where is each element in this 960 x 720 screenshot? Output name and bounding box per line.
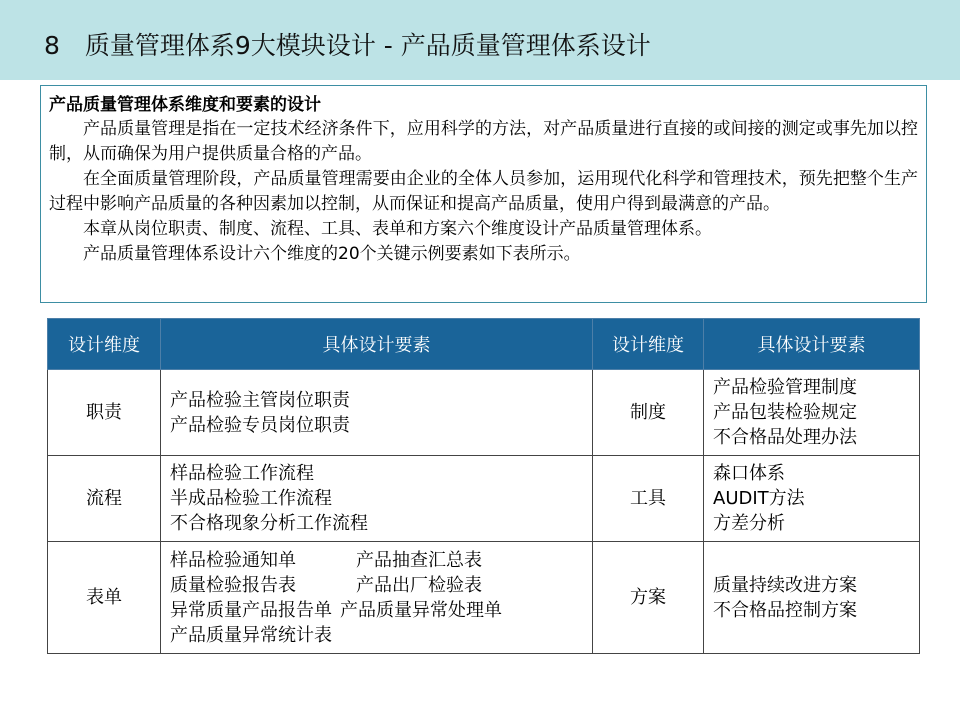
elements-cell: [161, 456, 593, 542]
elements-cell: [161, 370, 593, 456]
element-item: 样品检验工作流程: [170, 463, 314, 484]
element-item: 样品检验通知单: [170, 549, 296, 571]
element-item: 异常质量产品报告单: [170, 599, 332, 621]
header-dimension: 设计维度: [593, 319, 704, 370]
element-item: 产品抽查汇总表: [356, 549, 482, 571]
element-item: 产品检验专员岗位职责: [170, 414, 350, 436]
element-pair: [170, 598, 592, 623]
element-item: 产品质量异常处理单: [340, 599, 502, 621]
element-item: 质量检验报告表: [170, 574, 296, 596]
header-elements: 具体设计要素: [161, 319, 593, 370]
header-elements: 具体设计要素: [704, 319, 920, 370]
header-dimension: 设计维度: [48, 319, 161, 370]
element-item: 产品包装检验规定: [713, 402, 857, 423]
element-item: 不合格现象分析工作流程: [170, 513, 368, 534]
slide-title: 8 质量管理体系9大模块设计 - 产品质量管理体系设计: [44, 31, 651, 60]
element-item: 质量持续改进方案: [713, 574, 857, 596]
table-header-row: [48, 319, 920, 370]
design-elements-table: [47, 318, 920, 654]
dimension-cell: 工具: [593, 456, 704, 542]
element-item: 不合格品控制方案: [713, 599, 857, 621]
table-row: [48, 542, 920, 654]
element-item: 产品质量异常统计表: [170, 624, 332, 646]
element-item: 森口体系: [713, 463, 785, 484]
elements-cell: [704, 370, 920, 456]
element-item: 产品检验管理制度: [713, 377, 857, 398]
dimension-cell: 方案: [593, 542, 704, 654]
intro-paragraph: 产品质量管理体系设计六个维度的20个关键示例要素如下表所示。: [83, 244, 581, 264]
dimension-cell: 表单: [48, 542, 161, 654]
element-item: AUDIT方法: [713, 488, 805, 509]
title-bar: [0, 0, 960, 80]
intro-paragraph: 本章从岗位职责、制度、流程、工具、表单和方案六个维度设计产品质量管理体系。: [83, 219, 712, 239]
intro-box: [40, 85, 927, 303]
dimension-cell: 职责: [48, 370, 161, 456]
element-pair: [170, 548, 592, 573]
element-item: 半成品检验工作流程: [170, 488, 332, 509]
element-pair: [170, 623, 592, 648]
elements-cell: [704, 542, 920, 654]
element-item: 产品检验主管岗位职责: [170, 389, 350, 411]
table-row: [48, 456, 920, 542]
element-item: 方差分析: [713, 513, 785, 534]
intro-heading: 产品质量管理体系维度和要素的设计: [49, 95, 321, 115]
table-row: [48, 370, 920, 456]
element-item: 不合格品处理办法: [713, 427, 857, 448]
element-pair: [170, 573, 592, 598]
element-item: 产品出厂检验表: [356, 574, 482, 596]
dimension-cell: 流程: [48, 456, 161, 542]
intro-paragraph: 产品质量管理是指在一定技术经济条件下，应用科学的方法，对产品质量进行直接的或间接的测定或事先加以控制，从而确保为用户提供质量合格的产品。: [49, 119, 918, 164]
elements-cell: [161, 542, 593, 654]
dimension-cell: 制度: [593, 370, 704, 456]
elements-cell: [704, 456, 920, 542]
intro-paragraph: 在全面质量管理阶段，产品质量管理需要由企业的全体人员参加，运用现代化科学和管理技术，预先把整个生产过程中影响产品质量的各种因素加以控制，从而保证和提高产品质量，使用户得到最满意的产品。: [49, 169, 918, 214]
